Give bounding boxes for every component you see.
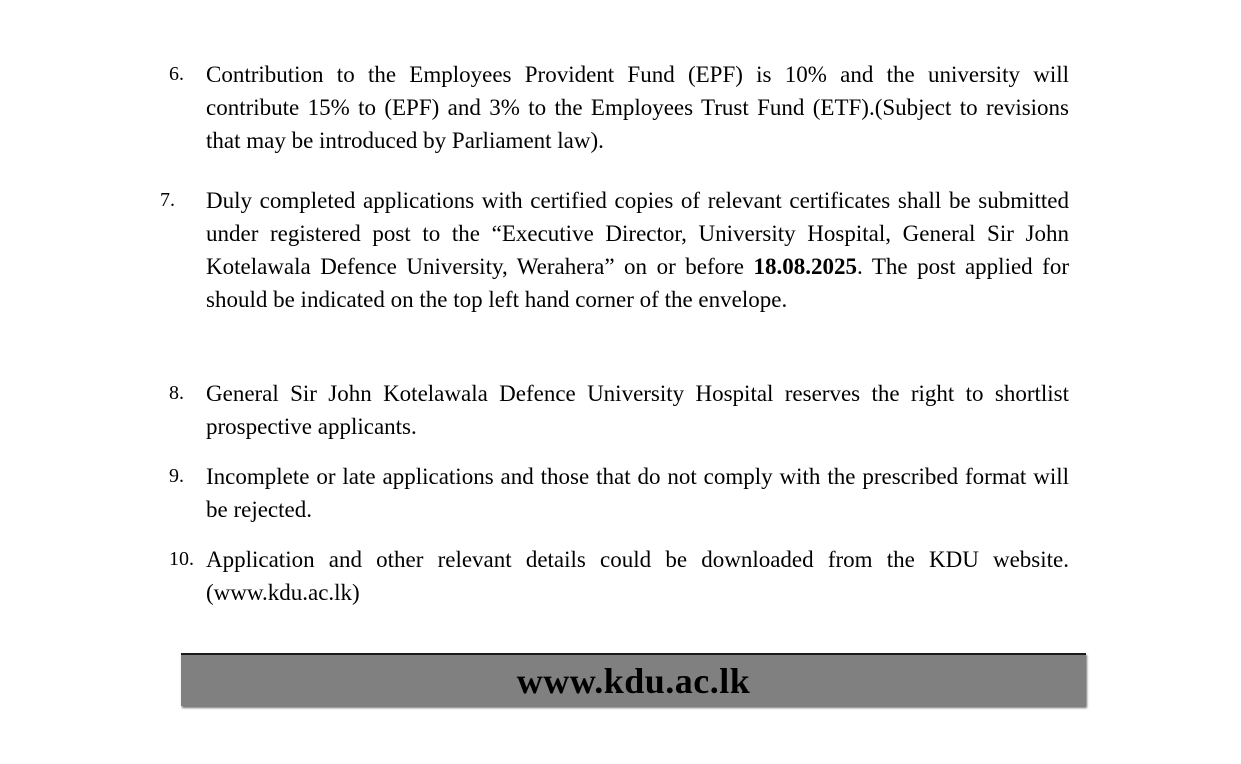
item-text: Application and other relevant details could be downloaded from the KDU website. (www.kdu.ac.lk): [206, 547, 1069, 605]
item-number: 6.: [169, 63, 184, 85]
item-number: 9.: [169, 465, 184, 487]
item-text: Incomplete or late applications and those that do not comply with the prescribed format will be rejected.: [206, 464, 1069, 522]
item-text-end: . The post applied for should be indicated on the top left hand corner of the envelope.: [206, 254, 1070, 312]
list-item-9: [160, 460, 1069, 526]
item-text: General Sir John Kotelawala Defence University Hospital reserves the right to shortlist prospective applicants.: [206, 381, 1069, 439]
item-text: Contribution to the Employees Provident Fund (EPF) is 10% and the university will contribute 15% to (EPF) and 3% to the Employees Trust Fund (ETF).(Subject to revisions that may be introduced by Parliament law).: [206, 62, 1069, 153]
item-number: 10.: [169, 548, 194, 570]
item-text: [206, 184, 1069, 316]
list-item-8: [160, 377, 1069, 443]
item-text-start: Duly completed applications with certified copies of relevant certificates shall be submitted under registered post to the “Executive Director, University Hospital, General Sir John Kotelawala Defence University, Werahera” on or before: [206, 188, 1069, 279]
website-banner: [181, 653, 1086, 706]
list-item-6: [160, 58, 1069, 157]
list-item-7: [160, 184, 1069, 316]
list-item-10: [160, 543, 1069, 609]
deadline-date: 18.08.2025: [753, 254, 857, 279]
item-number: 7.: [160, 189, 175, 211]
website-link[interactable]: www.kdu.ac.lk: [516, 660, 751, 701]
item-number: 8.: [169, 382, 184, 404]
